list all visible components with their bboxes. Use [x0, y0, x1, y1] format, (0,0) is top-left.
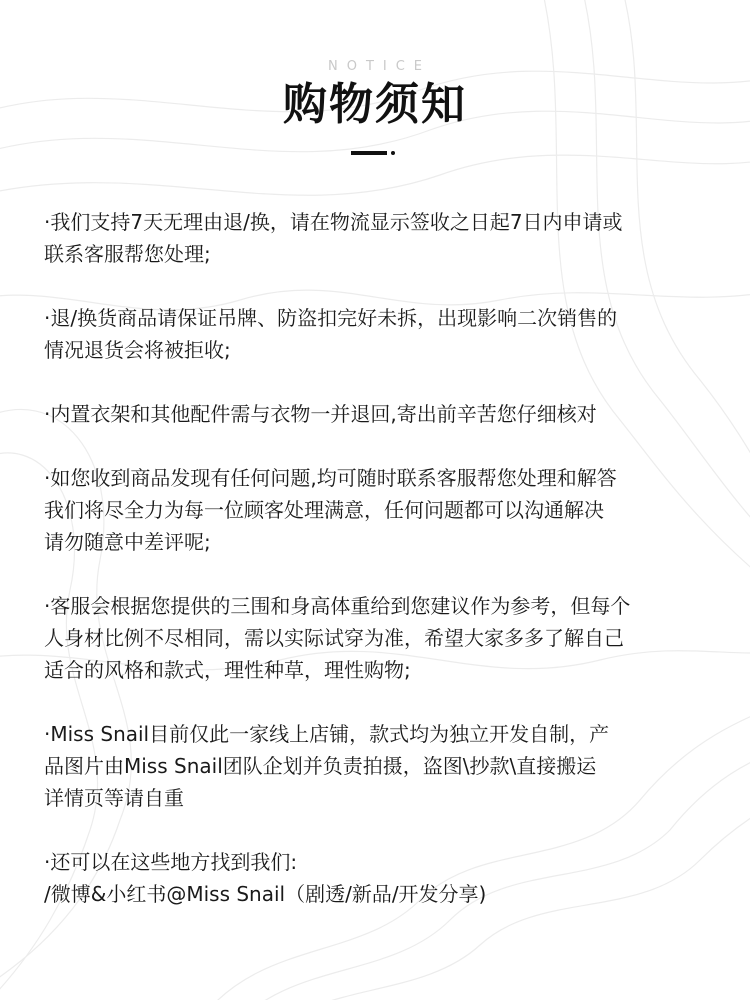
notice-line: 联系客服帮您处理; — [44, 242, 211, 266]
notice-line: ·Miss Snail目前仅此一家线上店铺，款式均为独立开发自制，产 — [44, 722, 610, 746]
notice-item-accessories — [44, 398, 720, 430]
notice-line: 适合的风格和款式，理性种草，理性购物; — [44, 658, 411, 682]
notice-line: ·还可以在这些地方找到我们: — [44, 850, 298, 874]
divider-dot — [391, 151, 395, 155]
notice-item-tag-requirement — [44, 302, 720, 366]
notice-line: ·如您收到商品发现有任何问题,均可随时联系客服帮您处理和解答 — [44, 466, 617, 490]
notice-line: ·我们支持7天无理由退/换，请在物流显示签收之日起7日内申请或 — [44, 210, 623, 234]
notice-line: 人身材比例不尽相同，需以实际试穿为准，希望大家多多了解自己 — [44, 626, 624, 650]
page-title: 购物须知 — [283, 79, 467, 130]
notice-line: ·客服会根据您提供的三围和身高体重给到您建议作为参考，但每个 — [44, 594, 631, 618]
notice-item-sizing — [44, 590, 720, 686]
header — [0, 58, 750, 158]
eyebrow-label: NOTICE — [327, 59, 432, 74]
divider-bar — [351, 151, 387, 155]
notice-list — [44, 206, 720, 942]
notice-line: 请勿随意中差评呢; — [44, 530, 211, 554]
notice-line: 我们将尽全力为每一位顾客处理满意，任何问题都可以沟通解决 — [44, 498, 604, 522]
title-divider — [351, 148, 399, 158]
notice-item-customer-service — [44, 462, 720, 558]
notice-item-copyright — [44, 718, 720, 814]
notice-line: /微博&小红书@Miss Snail（剧透/新品/开发分享) — [44, 882, 487, 906]
notice-line: 情况退货会将被拒收; — [44, 338, 231, 362]
notice-line: 品图片由Miss Snail团队企划并负责拍摄，盗图\抄款\直接搬运 — [44, 754, 597, 778]
notice-line: ·内置衣架和其他配件需与衣物一并退回,寄出前辛苦您仔细核对 — [44, 402, 597, 426]
notice-line: 详情页等请自重 — [44, 786, 184, 810]
notice-item-social-links — [44, 846, 720, 910]
notice-item-return-policy — [44, 206, 720, 270]
notice-line: ·退/换货商品请保证吊牌、防盗扣完好未拆，出现影响二次销售的 — [44, 306, 618, 330]
